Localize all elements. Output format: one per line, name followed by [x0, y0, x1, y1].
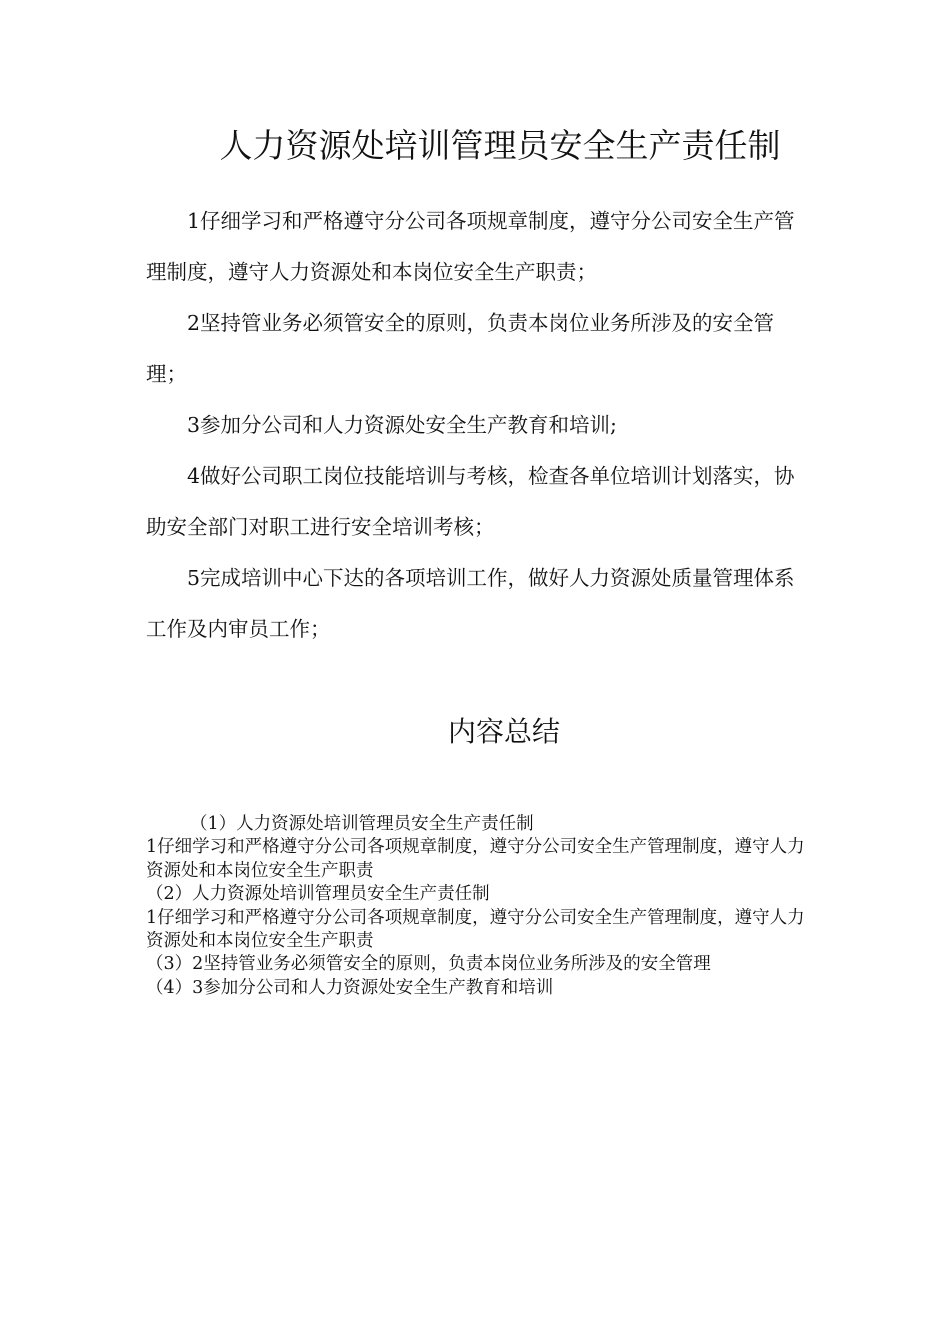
document-title: 人力资源处培训管理员安全生产责任制 [219, 126, 781, 165]
summary-line-1: （1）人力资源处培训管理员安全生产责任制 [190, 814, 534, 834]
paragraph-5: 5完成培训中心下达的各项培训工作，做好人力资源处质量管理体系工作及内审员工作； [146, 566, 795, 641]
summary-line-6: （4）3参加分公司和人力资源处安全生产教育和培训 [146, 977, 554, 998]
paragraph-2: 2坚持管业务必须管安全的原则，负责本岗位业务所涉及的安全管理； [146, 311, 775, 386]
summary-line-3: （2）人力资源处培训管理员安全生产责任制 [146, 884, 490, 905]
summary-line-4: 1仔细学习和严格遵守分公司各项规章制度，遵守分公司安全生产管理制度，遵守人力资源处和本岗位安全生产职责 [146, 907, 805, 952]
document-body [146, 196, 796, 655]
paragraph-1: 1仔细学习和严格遵守分公司各项规章制度，遵守分公司安全生产管理制度，遵守人力资源处和本岗位安全生产职责； [146, 209, 795, 284]
paragraph-3: 3参加分公司和人力资源处安全生产教育和培训; [187, 413, 617, 437]
summary-line-5: （3）2坚持管业务必须管安全的原则，负责本岗位业务所涉及的安全管理 [146, 954, 711, 975]
summary-heading: 内容总结 [447, 715, 560, 748]
summary-line-2: 1仔细学习和严格遵守分公司各项规章制度，遵守分公司安全生产管理制度，遵守人力资源处和本岗位安全生产职责 [146, 837, 805, 881]
summary-section [146, 813, 806, 1000]
paragraph-4: 4做好公司职工岗位技能培训与考核，检查各单位培训计划落实，协助安全部门对职工进行安全培训考核； [146, 464, 795, 539]
